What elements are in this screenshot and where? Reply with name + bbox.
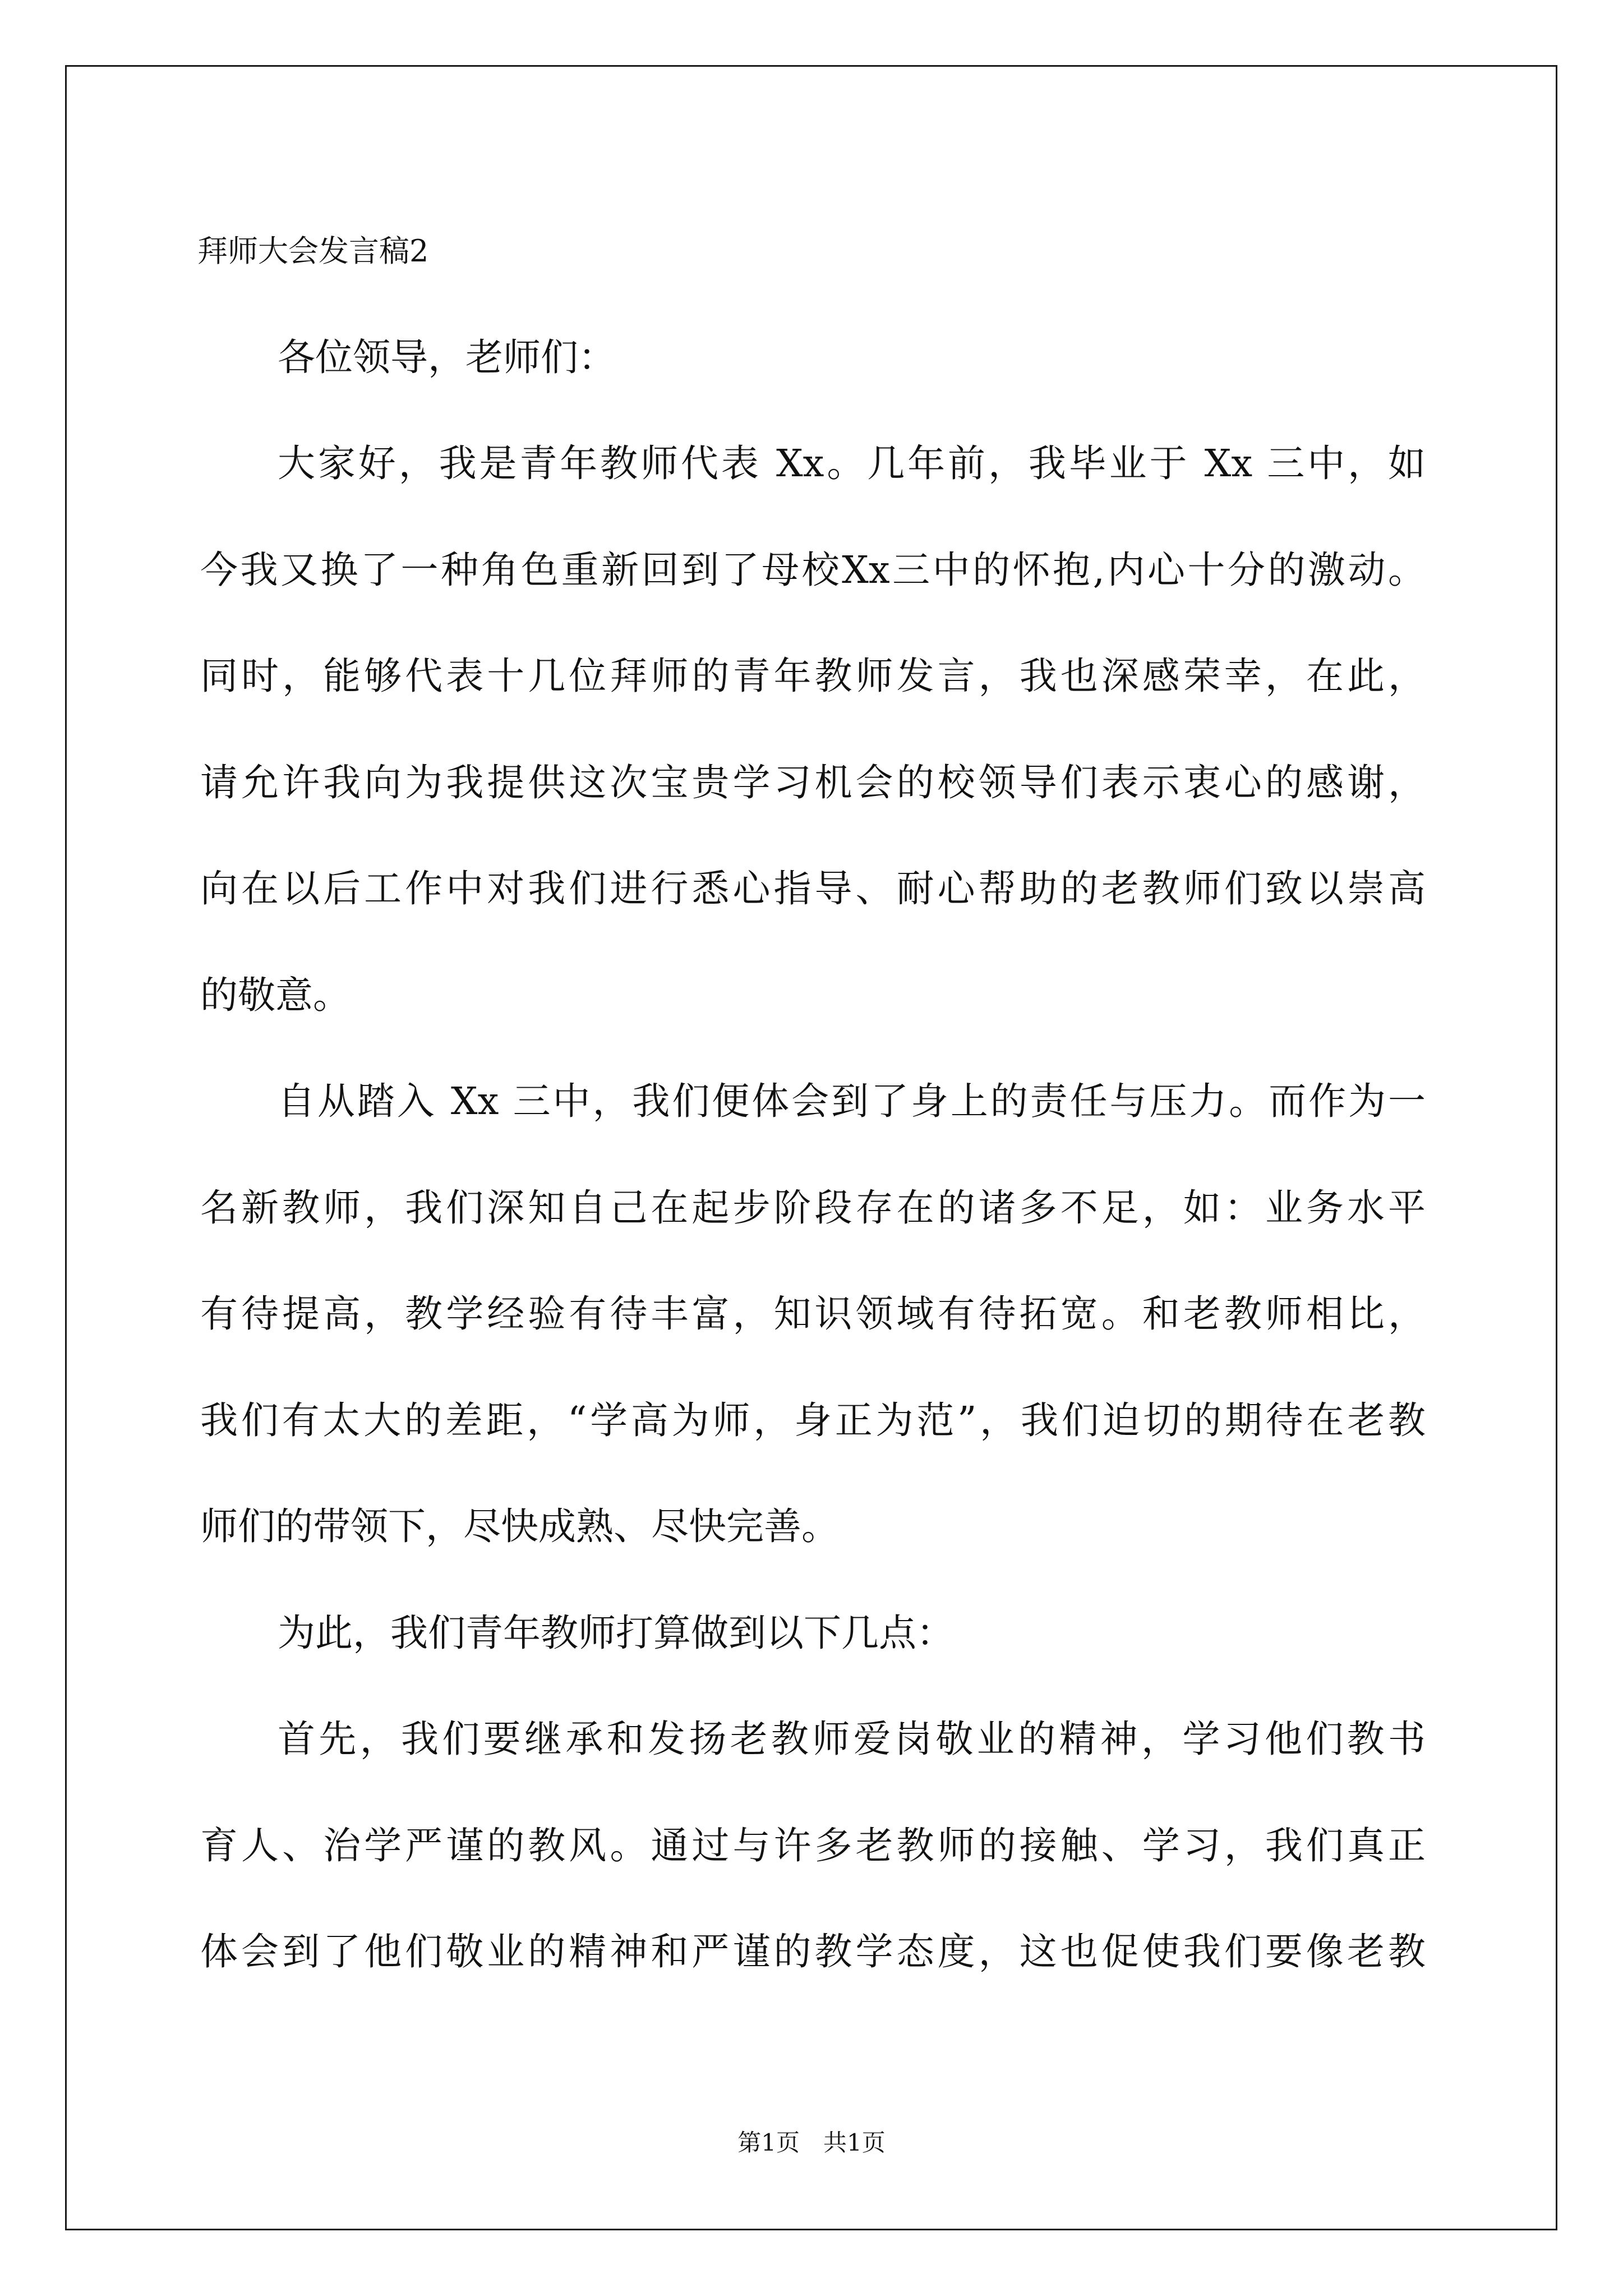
paragraph-line: 体会到了他们敬业的精神和严谨的教学态度，这也促使我们要像老教 [200,1930,1426,1973]
page-number-footer: 第1页 共1页 [737,2129,886,2156]
paragraph-line: 同时，能够代表十几位拜师的青年教师发言，我也深感荣幸，在此， [200,654,1426,698]
paragraph-greeting [200,305,1426,411]
paragraph-line: 为此，我们青年教师打算做到以下几点： [278,1611,954,1655]
paragraph-line: 有待提高，教学经验有待丰富，知识领域有待拓宽。和老教师相比， [200,1292,1426,1336]
paragraph-line: 向在以后工作中对我们进行悉心指导、耐心帮助的老教师们致以崇高 [200,867,1426,910]
paragraph-line: 各位领导，老师们： [278,335,616,379]
document-title: 拜师大会发言稿2 [197,233,429,269]
paragraph-plan-intro [200,1580,1426,1687]
paragraph-line: 请允许我向为我提供这次宝贵学习机会的校领导们表示衷心的感谢， [200,760,1426,804]
paragraph-line: 师们的带领下，尽快成熟、尽快完善。 [200,1504,839,1548]
paragraph-line: 名新教师，我们深知自己在起步阶段存在的诸多不足，如：业务水平 [200,1185,1426,1230]
paragraph-line: 首先，我们要继承和发扬老教师爱岗敬业的精神，学习他们教书 [278,1717,1426,1761]
paragraph-line: 育人、治学严谨的教风。通过与许多老教师的接触、学习，我们真正 [200,1823,1426,1867]
document-body [197,198,1426,2005]
paragraph-line: 自从踏入 Xx 三中，我们便体会到了身上的责任与压力。而作为一 [278,1079,1426,1123]
paragraph-line: 大家好，我是青年教师代表 Xx。几年前，我毕业于 Xx 三中，如 [278,441,1426,485]
paragraph-line: 我们有太大的差距，“学高为师，身正为范”，我们迫切的期待在老教 [200,1398,1426,1442]
paragraph-introduction [200,411,1426,1048]
paragraph-line: 的敬意。 [200,973,351,1017]
paragraph-first-point [200,1686,1426,2005]
paragraph-line: 今我又换了一种角色重新回到了母校Xx三中的怀抱,内心十分的激动。 [200,547,1426,592]
paragraph-responsibility [200,1048,1426,1580]
